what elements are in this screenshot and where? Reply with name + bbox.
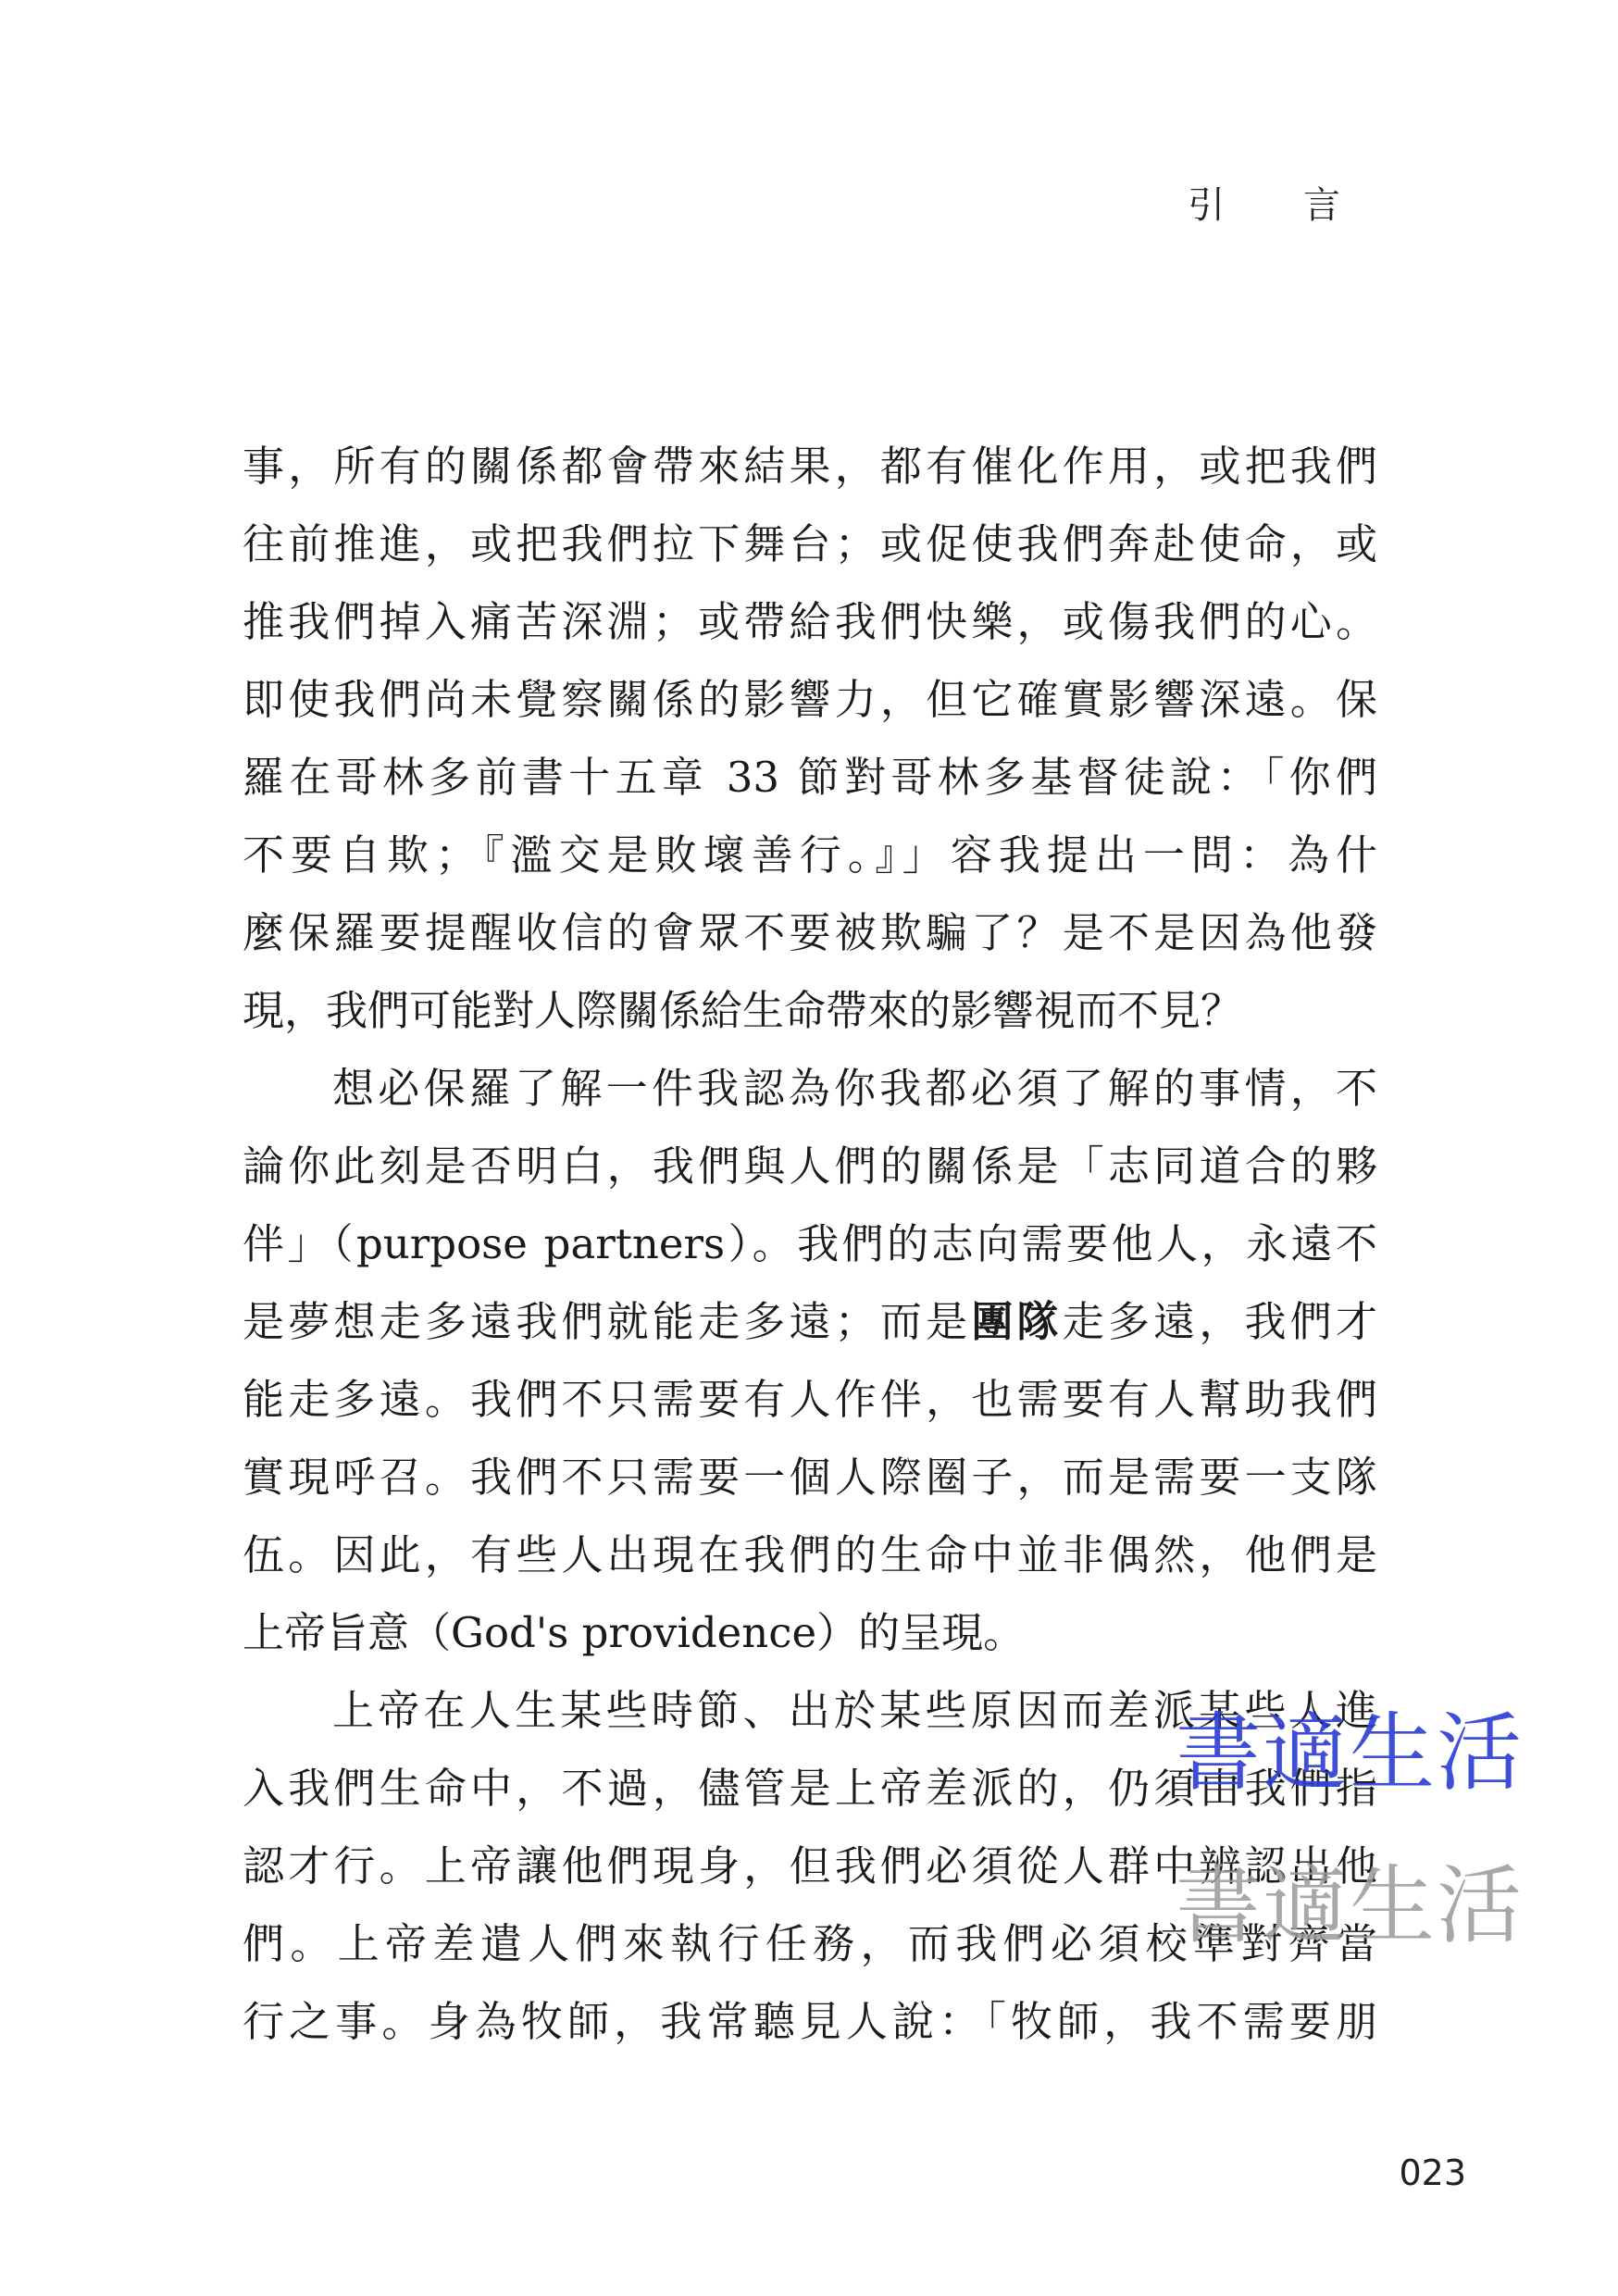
text-line: 入我們生命中，不過，儘管是上帝差派的，仍須由我們指 xyxy=(243,1764,1377,1813)
text-line: 羅在哥林多前書十五章 33 節對哥林多基督徒說：「你們 xyxy=(243,753,1377,802)
text-line: 伴」（purpose partners）。我們的志向需要他人，永遠不 xyxy=(243,1219,1377,1268)
text-segment: 是夢想走多遠我們就能走多遠；而是 xyxy=(243,1297,972,1346)
text-line: 推我們掉入痛苦深淵；或帶給我們快樂，或傷我們的心。 xyxy=(243,597,1377,646)
text-line: 麼保羅要提醒收信的會眾不要被欺騙了？是不是因為他發 xyxy=(243,908,1377,957)
text-line xyxy=(243,1283,1377,1361)
watermark-blue: 書適生活 xyxy=(1176,1703,1525,1803)
text-line: 認才行。上帝讓他們現身，但我們必須從人群中辨認出他 xyxy=(243,1841,1377,1890)
text-line: 上帝在人生某些時節、出於某些原因而差派某些人進 xyxy=(332,1686,1377,1735)
text-line: 想必保羅了解一件我認為你我都必須了解的事情，不 xyxy=(332,1064,1377,1113)
text-line: 上帝旨意（God's providence）的呈現。 xyxy=(243,1608,1026,1657)
page-number: 023 xyxy=(1399,2152,1466,2193)
text-line: 不要自欺；『濫交是敗壞善行。』」容我提出一問：為什 xyxy=(243,830,1377,880)
watermark-gray: 書適生活 xyxy=(1176,1856,1525,1955)
text-line: 事，所有的關係都會帶來結果，都有催化作用，或把我們 xyxy=(243,442,1377,491)
text-line: 即使我們尚未覺察關係的影響力，但它確實影響深遠。保 xyxy=(243,675,1377,724)
body-text xyxy=(243,428,1377,2061)
text-line: 實現呼召。我們不只需要一個人際圈子，而是需要一支隊 xyxy=(243,1453,1377,1502)
text-segment: 走多遠，我們才 xyxy=(1062,1297,1377,1346)
text-line: 們。上帝差遣人們來執行任務，而我們必須校準對齊當 xyxy=(243,1919,1377,1968)
text-line: 論你此刻是否明白，我們與人們的關係是「志同道合的夥 xyxy=(243,1142,1377,1191)
text-line: 行之事。身為牧師，我常聽見人說：「牧師，我不需要朋 xyxy=(243,1997,1377,2046)
text-line: 伍。因此，有些人出現在我們的生命中並非偶然，他們是 xyxy=(243,1530,1377,1579)
text-line: 能走多遠。我們不只需要有人作伴，也需要有人幫助我們 xyxy=(243,1375,1377,1424)
running-header: 引 言 xyxy=(1188,184,1374,227)
text-line: 往前推進，或把我們拉下舞台；或促使我們奔赴使命，或 xyxy=(243,519,1377,568)
text-line: 現，我們可能對人際關係給生命帶來的影響視而不見？ xyxy=(243,986,1243,1035)
emphasized-word: 團隊 xyxy=(971,1297,1063,1346)
